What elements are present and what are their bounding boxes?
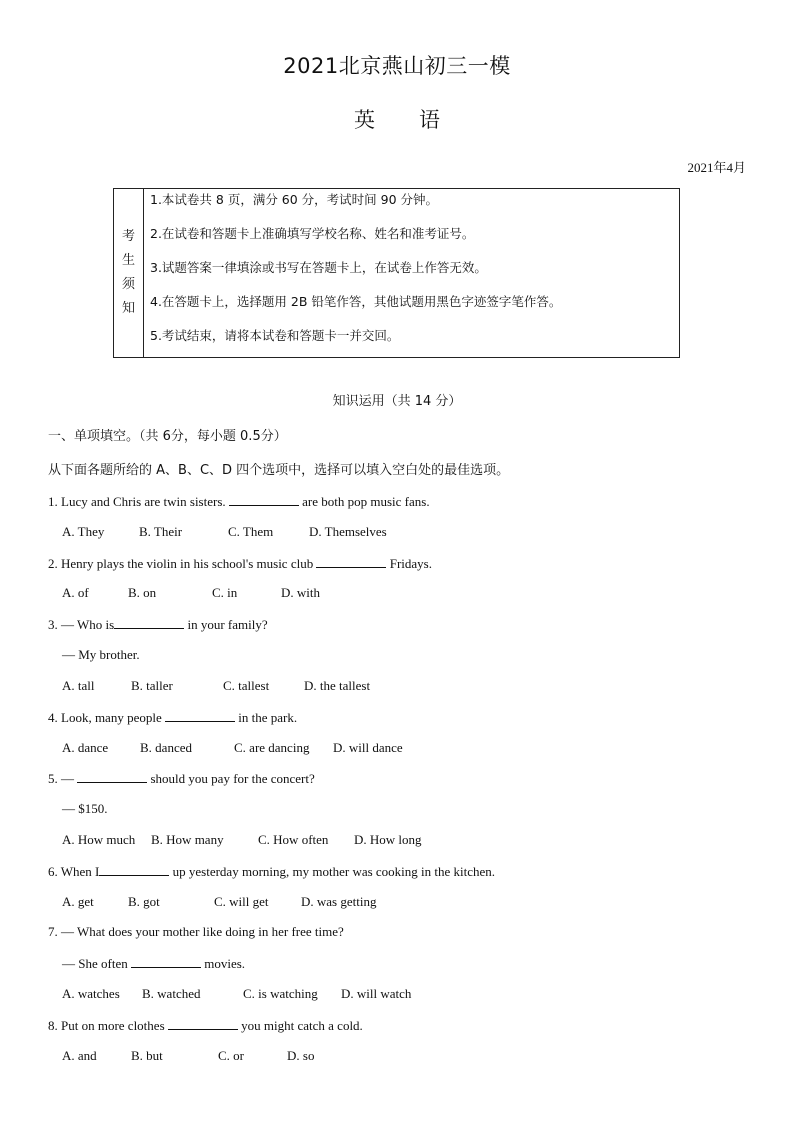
- notice-item: 5.考试结束，请将本试卷和答题卡一并交回。: [150, 328, 400, 343]
- option-b: B. Their: [139, 524, 183, 539]
- option-a: A. tall: [62, 678, 95, 693]
- question-7-reply: — She often movies.: [62, 956, 246, 971]
- option-d: D. the tallest: [304, 678, 371, 693]
- question-1: 1. Lucy and Chris are twin sisters. are both pop music fans.: [48, 494, 430, 509]
- option-a: A. They: [62, 524, 105, 539]
- notice-item: 4.在答题卡上，选择题用 2B 铅笔作答，其他试题用黑色字迹签字笔作答。: [150, 294, 562, 309]
- notice-items: [150, 189, 675, 359]
- notice-item: 3.试题答案一律填涂或书写在答题卡上，在试卷上作答无效。: [150, 260, 487, 275]
- answer-blank: [168, 1017, 238, 1030]
- notice-label-char: 知: [121, 301, 135, 316]
- option-c: C. Them: [228, 524, 274, 539]
- question-7: 7. — What does your mother like doing in her free time?: [48, 924, 344, 939]
- answer-blank: [114, 616, 184, 629]
- question-6: 6. When I up yesterday morning, my mother was cooking in the kitchen.: [48, 864, 496, 879]
- option-b: B. danced: [140, 740, 192, 755]
- option-b: B. but: [131, 1048, 163, 1063]
- answer-blank: [131, 955, 201, 968]
- exam-title: 2021北京燕山初三一模: [283, 54, 511, 78]
- option-b: B. taller: [131, 678, 173, 693]
- answer-blank: [99, 863, 169, 876]
- option-c: C. in: [212, 585, 238, 600]
- option-d: D. Themselves: [309, 524, 387, 539]
- option-a: A. watches: [62, 986, 120, 1001]
- notice-item: 2.在试卷和答题卡上准确填写学校名称、姓名和准考证号。: [150, 226, 475, 241]
- question-5-reply: — $150.: [62, 801, 108, 816]
- option-a: A. of: [62, 585, 89, 600]
- option-d: D. How long: [354, 832, 422, 847]
- answer-blank: [229, 493, 299, 506]
- option-a: A. How much: [62, 832, 136, 847]
- notice-label-char: 考: [121, 229, 135, 244]
- notice-label-char: 须: [121, 277, 135, 292]
- option-c: C. or: [218, 1048, 244, 1063]
- option-d: D. with: [281, 585, 320, 600]
- option-c: C. will get: [214, 894, 269, 909]
- option-c: C. How often: [258, 832, 329, 847]
- answer-blank: [316, 555, 386, 568]
- question-5: 5. — should you pay for the concert?: [48, 771, 315, 786]
- option-a: A. and: [62, 1048, 97, 1063]
- instruction-text: 从下面各题所给的 A、B、C、D 四个选项中，选择可以填入空白处的最佳选项。: [48, 463, 510, 478]
- option-a: A. dance: [62, 740, 109, 755]
- section-title: 知识运用（共 14 分）: [332, 394, 462, 409]
- question-8: 8. Put on more clothes you might catch a cold.: [48, 1018, 363, 1033]
- question-2: 2. Henry plays the violin in his school's music club Fridays.: [48, 556, 432, 571]
- exam-subject: 英语: [354, 108, 484, 132]
- part-title: 一、单项填空。（共 6分，每小题 0.5分）: [48, 429, 287, 444]
- option-b: B. got: [128, 894, 160, 909]
- question-3-reply: — My brother.: [62, 647, 140, 662]
- notice-label-char: 生: [121, 253, 135, 268]
- option-d: D. will dance: [333, 740, 403, 755]
- exam-notice-box: [113, 188, 680, 358]
- answer-blank: [77, 770, 147, 783]
- option-c: C. are dancing: [234, 740, 310, 755]
- option-d: D. was getting: [301, 894, 377, 909]
- question-3: 3. — Who is in your family?: [48, 617, 268, 632]
- answer-blank: [165, 709, 235, 722]
- option-b: B. watched: [142, 986, 201, 1001]
- option-d: D. so: [287, 1048, 315, 1063]
- exam-date: 2021年4月: [687, 160, 746, 175]
- option-a: A. get: [62, 894, 94, 909]
- option-b: B. How many: [151, 832, 224, 847]
- notice-item: 1.本试卷共 8 页，满分 60 分，考试时间 90 分钟。: [150, 192, 439, 207]
- option-c: C. tallest: [223, 678, 270, 693]
- notice-label: [114, 189, 144, 357]
- option-b: B. on: [128, 585, 157, 600]
- option-c: C. is watching: [243, 986, 318, 1001]
- question-4: 4. Look, many people in the park.: [48, 710, 298, 725]
- option-d: D. will watch: [341, 986, 412, 1001]
